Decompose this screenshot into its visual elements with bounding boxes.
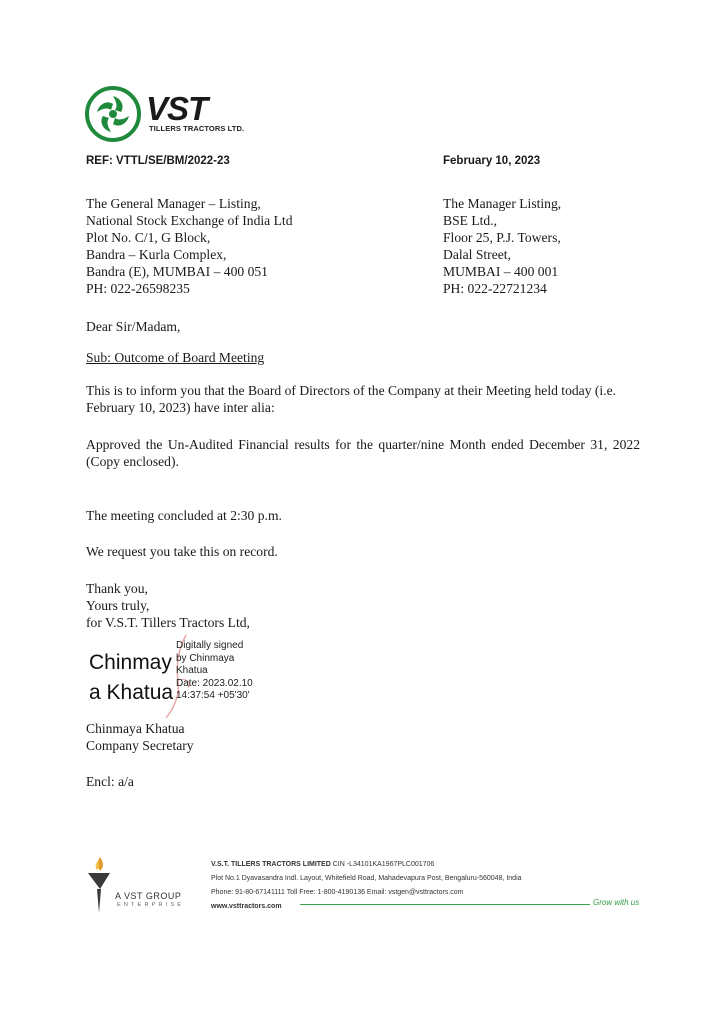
address-line: PH: 022-26598235	[86, 281, 190, 296]
signer-block	[86, 720, 194, 754]
vst-wordmark	[146, 92, 224, 124]
signature-name-line: a Khatua	[89, 681, 174, 704]
address-line: Dalal Street,	[443, 247, 511, 262]
closing-line: Yours truly,	[86, 598, 150, 613]
letter-date: February 10, 2023	[443, 155, 541, 167]
paragraph-meeting-concluded: The meeting concluded at 2:30 p.m.	[86, 508, 282, 523]
footer-tagline: Grow with us	[593, 898, 640, 907]
address-line: Plot No. C/1, G Block,	[86, 230, 211, 245]
footer-address: Plot No.1 Dyavasandra Indl. Layout, Whitefield Road, Mahadevapura Post, Bengaluru-560048, India	[211, 875, 522, 882]
footer-company-name: V.S.T. TILLERS TRACTORS LIMITED	[211, 861, 331, 868]
signer-name: Chinmaya Khatua	[86, 721, 185, 736]
signature-detail-line: Date: 2023.02.10	[176, 677, 253, 689]
reference-number: REF: VTTL/SE/BM/2022-23	[86, 155, 230, 167]
address-line: The Manager Listing,	[443, 196, 562, 211]
footer-contact-block	[211, 858, 522, 914]
company-subtitle: TILLERS TRACTORS LTD.	[149, 124, 245, 133]
signature-detail-line: 14:37:54 +05'30'	[176, 690, 250, 701]
enclosure-note: Encl: a/a	[86, 774, 134, 789]
group-name: A VST GROUP	[115, 891, 182, 901]
footer-website-link[interactable]: www.vsttractors.com	[211, 903, 282, 910]
footer-divider	[300, 904, 590, 905]
paragraph-financial-results: Approved the Un-Audited Financial results for the quarter/nine Month ended December 31, 2022 (Copy enclosed).	[86, 437, 640, 469]
address-line: National Stock Exchange of India Ltd	[86, 213, 293, 228]
address-bse	[443, 195, 561, 297]
footer-company-line	[211, 858, 522, 872]
footer-cin: CIN -L34101KA1967PLC001706	[332, 861, 435, 868]
salutation: Dear Sir/Madam,	[86, 319, 181, 334]
signature-name-line: Chinmay	[89, 651, 172, 674]
paragraph-board-info: This is to inform you that the Board of Directors of the Company at their Meeting held today (i.e. February 10, 2023) have inter alia:	[86, 383, 617, 415]
address-line: Bandra – Kurla Complex,	[86, 247, 227, 262]
vst-logo-icon	[85, 86, 141, 142]
signature-detail-line: Digitally signed	[176, 640, 244, 651]
address-line: MUMBAI – 400 001	[443, 264, 559, 279]
address-line: The General Manager – Listing,	[86, 196, 261, 211]
closing-line: Thank you,	[86, 581, 148, 596]
group-enterprise: ENTERPRISE	[117, 902, 185, 908]
signature-detail-line: Khatua	[176, 665, 208, 676]
vst-group-torch-icon	[84, 855, 114, 915]
subject-line: Sub: Outcome of Board Meeting	[86, 350, 265, 365]
address-nse	[86, 195, 293, 297]
signature-detail-line: by Chinmaya	[176, 652, 235, 664]
address-line: BSE Ltd.,	[443, 213, 498, 228]
signer-title: Company Secretary	[86, 738, 194, 753]
paragraph-request-record: We request you take this on record.	[86, 544, 278, 559]
signature-details	[176, 640, 253, 703]
footer-contact: Phone: 91-80-67141111 Toll Free: 1-800-4190136 Email: vstgen@vsttractors.com	[211, 889, 464, 896]
svg-text:VST: VST	[146, 92, 208, 124]
address-line: Floor 25, P.J. Towers,	[443, 230, 561, 245]
closing-block	[86, 580, 250, 631]
closing-line: for V.S.T. Tillers Tractors Ltd,	[86, 615, 250, 630]
address-line: Bandra (E), MUMBAI – 400 051	[86, 264, 268, 279]
address-line: PH: 022-22721234	[443, 281, 547, 296]
